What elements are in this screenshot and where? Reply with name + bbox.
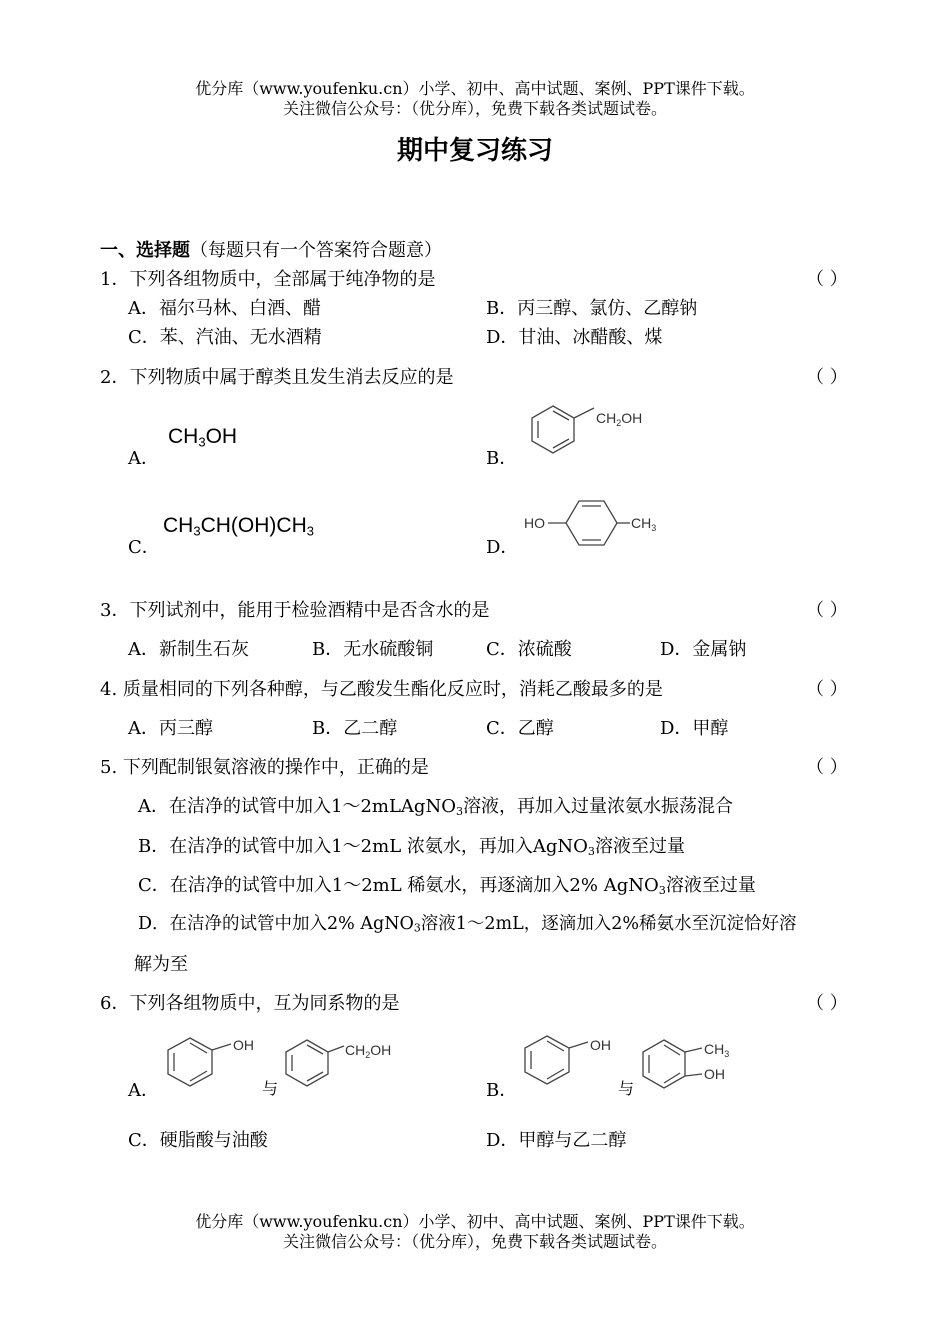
q2-option-d-label: D．	[486, 537, 519, 558]
q2-d-ch3-label: $CH_3$	[631, 515, 657, 533]
footer-line-2: 关注微信公众号：（优分库），免费下载各类试题试卷。	[282, 1232, 667, 1251]
q4-option-a: A．丙三醇	[128, 718, 213, 739]
q6-b-oh-label: OH	[590, 1037, 611, 1053]
q6-b-phenol-structure	[522, 1030, 622, 1090]
q5-option-b: B．在洁净的试管中加入1～2mL 浓氨水，再加入AgNO$_3$溶液至过量	[138, 836, 686, 858]
q5-option-c: C．在洁净的试管中加入1～2mL 稀氨水，再逐滴加入2% AgNO$_3$溶液至过量	[138, 875, 756, 897]
q6-b-oh2-label: OH	[704, 1066, 725, 1082]
header-line-1: 优分库（www.youfenku.cn）小学、初中、高中试题、案例、PPT课件下载。	[195, 79, 755, 98]
section-note: （每题只有一个答案符合题意）	[190, 240, 442, 261]
q6-option-a-label: A．	[128, 1080, 159, 1101]
q2-b-label: $CH_2OH$	[596, 410, 643, 428]
q4-option-c: C．乙醇	[486, 718, 554, 739]
q6-option-d: D．甲醇与乙二醇	[486, 1130, 627, 1151]
q2-c-formula: $CH_3CH(OH)CH_3$	[163, 514, 314, 539]
q1-stem: 1．下列各组物质中，全部属于纯净物的是	[100, 269, 436, 290]
q1-option-a: A．福尔马林、白酒、醋	[128, 298, 321, 319]
q6-a-ch2oh-label: $CH_2OH$	[345, 1042, 392, 1060]
q2-d-ho-label: HO	[524, 515, 545, 531]
q1-answer-paren: （ ）	[806, 269, 848, 290]
q6-b-with: 与	[618, 1079, 635, 1098]
q2-d-p-cresol-structure	[524, 498, 664, 548]
q4-option-b: B．乙二醇	[312, 718, 398, 739]
q6-option-c: C．硬脂酸与油酸	[128, 1130, 268, 1151]
q5-stem: 5. 下列配制银氨溶液的操作中，正确的是	[100, 757, 429, 778]
q6-stem: 6．下列各组物质中，互为同系物的是	[100, 993, 400, 1014]
q6-a-oh-label: OH	[233, 1037, 254, 1053]
section-heading	[100, 236, 442, 262]
footer-line-1: 优分库（www.youfenku.cn）小学、初中、高中试题、案例、PPT课件下载。	[195, 1212, 755, 1231]
q2-stem: 2．下列物质中属于醇类且发生消去反应的是	[100, 367, 454, 388]
q2-b-benzyl-alcohol-structure	[530, 398, 680, 458]
q1-option-c: C．苯、汽油、无水酒精	[128, 327, 322, 348]
section-label: 一、选择题	[100, 240, 190, 261]
q4-answer-paren: （ ）	[806, 679, 848, 700]
q6-b-ch3-label: $CH_3$	[704, 1041, 730, 1059]
q6-option-b-label: B．	[486, 1080, 518, 1101]
q6-answer-paren: （ ）	[806, 993, 848, 1014]
q5-option-a: A．在洁净的试管中加入1～2mLAgNO$_3$溶液，再加入过量浓氨水振荡混合	[138, 796, 734, 818]
q3-option-a: A．新制生石灰	[128, 639, 249, 660]
q5-option-d: D．在洁净的试管中加入2% AgNO$_3$溶液1～2mL，逐滴加入2%稀氨水至沉淀恰好溶	[138, 914, 797, 935]
q3-option-c: C．浓硫酸	[486, 639, 572, 660]
q3-answer-paren: （ ）	[806, 600, 848, 621]
q5-answer-paren: （ ）	[806, 757, 848, 778]
q4-stem: 4. 质量相同的下列各种醇，与乙酸发生酯化反应时，消耗乙酸最多的是	[100, 679, 663, 700]
q2-option-c-label: C．	[128, 537, 160, 558]
q2-a-formula: $CH_3OH$	[168, 425, 238, 450]
q6-a-with: 与	[262, 1079, 279, 1098]
header-line-2: 关注微信公众号：（优分库），免费下载各类试题试卷。	[282, 99, 667, 118]
q1-option-b: B．丙三醇、氯仿、乙醇钠	[486, 298, 698, 319]
q3-option-d: D．金属钠	[660, 639, 747, 660]
q5-option-d-continued: 解为至	[134, 954, 188, 975]
q2-option-a-label: A．	[128, 448, 159, 469]
q2-answer-paren: （ ）	[806, 367, 848, 388]
q6-a-benzyl-alcohol-structure	[284, 1030, 414, 1090]
q4-option-d: D．甲醇	[660, 718, 729, 739]
q3-stem: 3．下列试剂中，能用于检验酒精中是否含水的是	[100, 600, 490, 621]
q6-b-o-cresol-structure	[640, 1034, 760, 1094]
q6-a-phenol-structure	[165, 1030, 265, 1090]
q1-option-d: D．甘油、冰醋酸、煤	[486, 327, 663, 348]
q2-option-b-label: B．	[486, 448, 518, 469]
q3-option-b: B．无水硫酸铜	[312, 639, 434, 660]
page-title: 期中复习练习	[396, 136, 553, 166]
